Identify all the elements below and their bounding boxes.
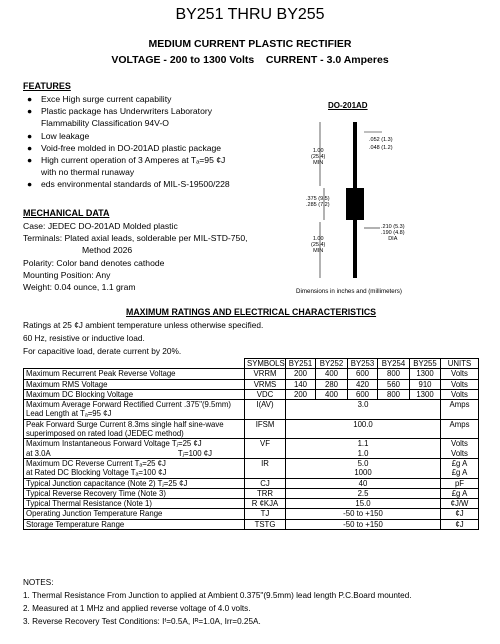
bullet-icon: ● — [27, 155, 33, 166]
table-row: Operating Junction Temperature Range TJ -50 to +150 ¢J — [24, 509, 479, 519]
header-symbols: SYMBOLS — [245, 359, 286, 369]
table-row: Maximum Recurrent Peak Reverse Voltage VRRM 200 400 600 800 1300 Volts — [24, 369, 479, 379]
table-row: Maximum RMS Voltage VRMS 140 280 420 560 910 Volts — [24, 379, 479, 389]
header-units: UNITS — [441, 359, 479, 369]
header-by252: BY252 — [316, 359, 348, 369]
bullet-icon: ● — [27, 106, 33, 117]
features-heading: FEATURES — [23, 81, 71, 91]
header-by255: BY255 — [410, 359, 441, 369]
table-row: Maximum DC Blocking Voltage VDC 200 400 600 800 1300 Volts — [24, 389, 479, 399]
bullet-icon: ● — [27, 142, 33, 153]
document-subtitle: MEDIUM CURRENT PLASTIC RECTIFIER — [148, 38, 352, 50]
bullet-icon: ● — [27, 179, 33, 190]
feature-item: ● eds environmental standards of MIL-S-19500/228 — [27, 179, 230, 190]
document-title: BY251 THRU BY255 — [175, 6, 325, 23]
dimensions-caption: Dimensions in inches and (millimeters) — [296, 288, 402, 295]
notes-section: NOTES: 1. Thermal Resistance From Junction to applied at Ambient 0.375"(9.5mm) lead length P.C.Board mounted. 2. Measured at 1 MHz and applied reverse voltage of 4.0 volts. 3. Reverse Recovery Test Conditions: Iᶠ=0.5A, Iᴿ=1.0A, Irr=0.25A. — [23, 578, 412, 626]
table-row: Maximum Average Forward Rectified Current .375"(9.5mm) Lead Length at Tₐ=95 ¢J I(AV) 3.0 Amps — [24, 400, 479, 420]
mechanical-data: Case: JEDEC DO-201AD Molded plastic Terminals: Plated axial leads, solderable per MIL-STD-750, Method 2026 Polarity: Color band denotes cathode Mounting Position: Any Weight: 0.04 ounce, 1.1 gram — [23, 221, 248, 293]
feature-item: ● Low leakage — [27, 130, 90, 141]
dim-body-dia: .210 (5.3) .190 (4.8) DIA — [381, 224, 405, 242]
dim-lead-length-top: 1.00 (25.4) MIN — [311, 148, 326, 166]
table-row: Maximum DC Reverse Current Tₐ=25 ¢J at Rated DC Blocking Voltage Tₐ=100 ¢J IR 5.0 1000 £g A £g A — [24, 458, 479, 478]
package-label: DO-201AD — [328, 101, 368, 110]
dim-lead-dia-min: .048 (1.2) — [369, 145, 393, 151]
feature-item: ● Plastic package has Underwriters Laboratory — [27, 106, 213, 117]
header-by251: BY251 — [286, 359, 316, 369]
feature-item: ● Void-free molded in DO-201AD plastic package — [27, 142, 222, 153]
dim-lead-dia: .052 (1.3) — [369, 137, 393, 143]
header-by253: BY253 — [348, 359, 378, 369]
dim-body-length: .375 (9.5) .285 (7.2) — [306, 196, 330, 208]
feature-item: ● High current operation of 3 Amperes at Tₐ=95 ¢J — [27, 155, 226, 166]
ratings-heading: MAXIMUM RATINGS AND ELECTRICAL CHARACTERISTICS — [126, 307, 377, 317]
mechanical-heading: MECHANICAL DATA — [23, 208, 110, 218]
bullet-icon: ● — [27, 94, 33, 104]
table-row: Typical Thermal Resistance (Note 1) R ¢KJA 15.0 ¢J/W — [24, 499, 479, 509]
dim-lead-length-bottom: 1.00 (25.4) MIN — [311, 236, 326, 254]
table-row: Maximum Instantaneous Forward Voltage Tⱼ=25 ¢J at 3.0A Tⱼ=100 ¢J VF 1.1 1.0 Volts Volts — [24, 439, 479, 459]
spec-line: VOLTAGE - 200 to 1300 Volts CURRENT - 3.0 Amperes — [111, 54, 389, 66]
feature-item: ● Exce High surge current capability — [27, 94, 172, 104]
feature-item: Flammability Classification 94V-O — [41, 118, 169, 129]
table-row: Storage Temperature Range TSTG -50 to +150 ¢J — [24, 519, 479, 529]
ratings-intro: Ratings at 25 ¢J ambient temperature unless otherwise specified. 60 Hz, resistive or inductive load. For capacitive load, derate current by 20%. — [23, 320, 264, 356]
features-list — [23, 93, 288, 191]
header-by254: BY254 — [378, 359, 410, 369]
table-row: Typical Reverse Recovery Time (Note 3) TRR 2.5 £g A — [24, 488, 479, 498]
table-row: Peak Forward Surge Current 8.3ms single half sine-wave superimposed on rated load (JEDEC method) IFSM 100.0 Amps — [24, 419, 479, 439]
table-row: Typical Junction capacitance (Note 2) Tⱼ=25 ¢J CJ 40 pF — [24, 478, 479, 488]
ratings-table — [23, 358, 479, 530]
feature-item: with no thermal runaway — [41, 167, 135, 178]
bullet-icon: ● — [27, 130, 33, 141]
table-header-row — [24, 359, 479, 369]
